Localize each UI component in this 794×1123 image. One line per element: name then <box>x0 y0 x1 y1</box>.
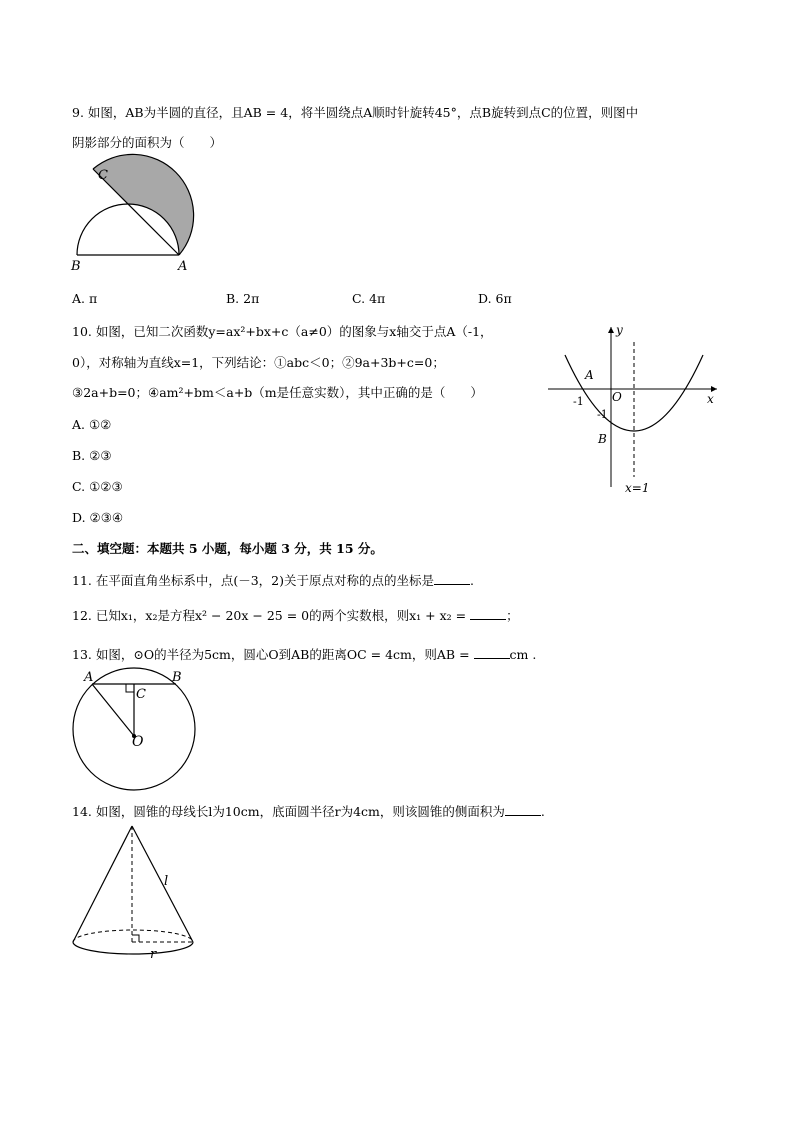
section-2-heading: 二、填空题：本题共 5 小题，每小题 3 分，共 15 分。 <box>72 541 383 556</box>
q14-answer-blank[interactable] <box>505 803 541 816</box>
q13-end: cm . <box>509 647 537 662</box>
q13-text: 13. 如图，⊙O的半径为5cm，圆心O到AB的距离OC = 4cm，则AB = <box>72 647 470 662</box>
q9-option-c: C. 4π <box>352 291 386 306</box>
q14-base-front <box>73 942 193 954</box>
q13-label-a: A <box>84 670 94 685</box>
q10-option-d: D. ②③④ <box>72 510 124 525</box>
q10-option-a: A. ①② <box>72 417 112 432</box>
q10-option-b: B. ②③ <box>72 448 112 463</box>
q9-option-d: D. 6π <box>478 291 512 306</box>
q9-label-b: B <box>71 259 81 274</box>
q10-line2: 0），对称轴为直线x=1，下列结论：①abc＜0；②9a+3b+c=0； <box>72 355 445 370</box>
q10-line1: 10. 如图，已知二次函数y=ax²+bx+c（a≠0）的图象与x轴交于点A（-1， <box>72 324 493 339</box>
q11-text: 11. 在平面直角坐标系中，点(－3，2)关于原点对称的点的坐标是 <box>72 573 435 588</box>
q13-answer-blank[interactable] <box>474 646 510 659</box>
q10-label-a: A <box>585 368 594 382</box>
q10-label-b: B <box>598 432 607 446</box>
q11-answer-blank[interactable] <box>434 572 470 585</box>
q14-right-angle-mark <box>132 935 139 942</box>
q14-end: . <box>540 804 545 819</box>
q13-label-o: O <box>132 734 144 750</box>
q13 <box>72 646 536 663</box>
q10-label-neg1-x: -1 <box>573 395 584 408</box>
q10-line3: ③2a+b=0；④am²+bm＜a+b（m是任意实数），其中正确的是（ ） <box>72 385 483 400</box>
q14-label-l: l <box>164 874 169 889</box>
q12 <box>72 607 519 624</box>
q13-figure <box>68 668 203 793</box>
q9-option-b: B. 2π <box>226 291 260 306</box>
q10-label-neg1-y: -1 <box>597 408 608 421</box>
q9-line2: 阴影部分的面积为（ ） <box>72 135 223 150</box>
q10-label-o: O <box>612 390 622 404</box>
q9-option-a: A. π <box>72 291 98 306</box>
q10-graph <box>545 322 725 497</box>
q14 <box>72 803 545 820</box>
q13-right-angle-mark <box>126 684 134 692</box>
q9-figure <box>68 163 208 273</box>
q12-end: ； <box>506 608 519 623</box>
q10-label-axis: x=1 <box>625 481 650 495</box>
q10-option-c: C. ①②③ <box>72 479 123 494</box>
q9-label-c: C <box>98 168 108 183</box>
q14-slant-left <box>73 826 132 942</box>
q14-cone-figure <box>68 822 203 972</box>
q9-label-a: A <box>178 259 188 274</box>
q11 <box>72 572 474 589</box>
q13-label-c: C <box>136 687 146 702</box>
q14-base-back <box>73 930 193 942</box>
q10-label-x: x <box>707 392 714 406</box>
q12-answer-blank[interactable] <box>470 607 506 620</box>
q14-label-r: r <box>150 947 157 962</box>
q11-end: . <box>470 573 474 588</box>
q14-slant-right <box>132 826 193 942</box>
q12-text: 12. 已知x₁，x₂是方程x² − 20x − 25 = 0的两个实数根，则x₁ + x₂ = <box>72 608 467 623</box>
q13-label-b: B <box>172 670 182 685</box>
q10-label-y: y <box>616 323 623 337</box>
q9-line1: 9. 如图，AB为半圆的直径，且AB = 4，将半圆绕点A顺时针旋转45°，点B旋转到点C的位置，则图中 <box>72 105 639 120</box>
q14-text: 14. 如图，圆锥的母线长l为10cm，底面圆半径r为4cm，则该圆锥的侧面积为 <box>72 804 505 819</box>
